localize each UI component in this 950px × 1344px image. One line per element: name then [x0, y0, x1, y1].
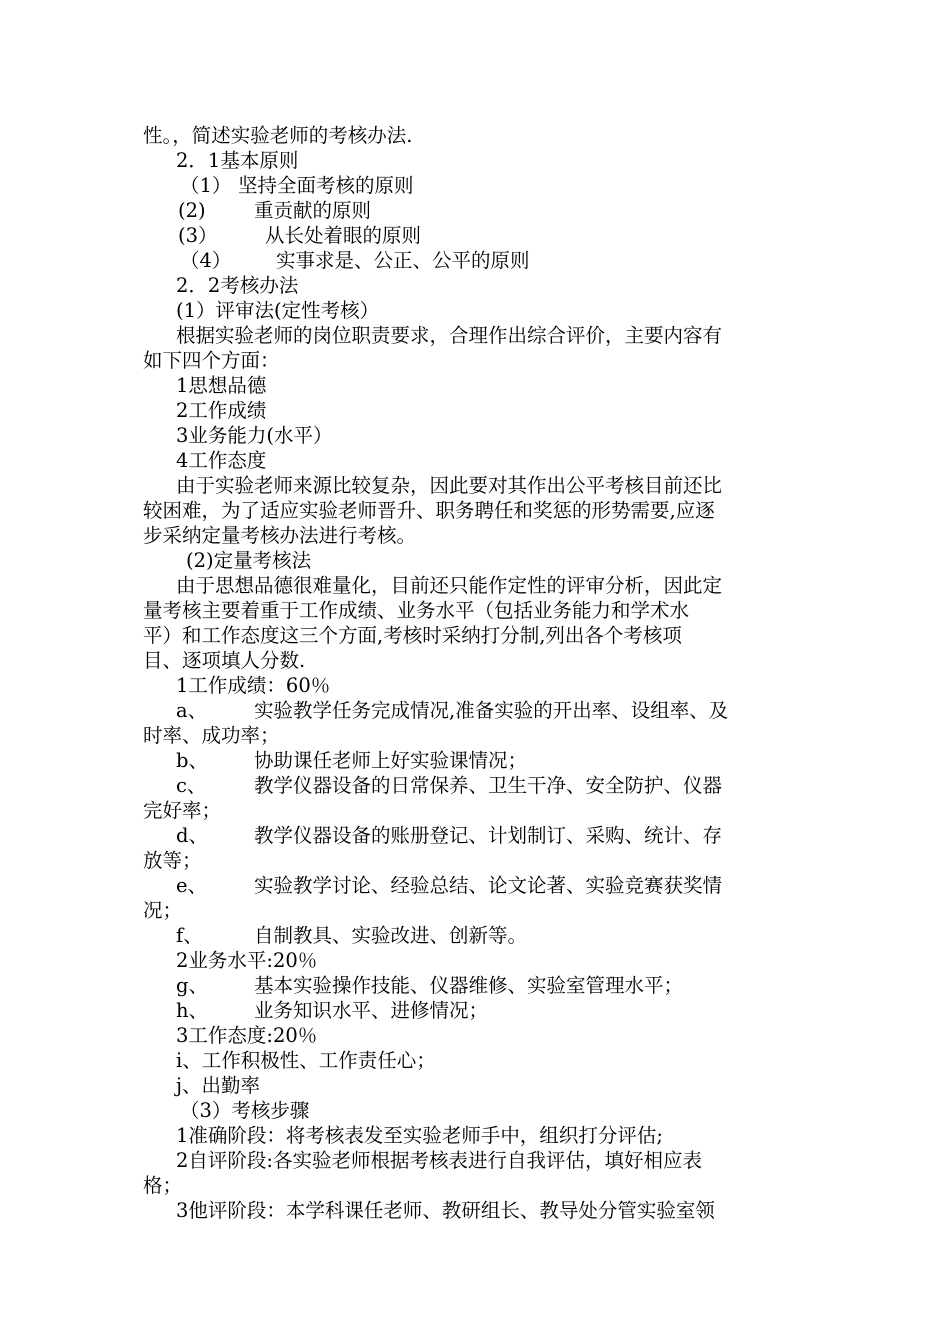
- category-2-heading: 2业务水平:20％: [176, 949, 318, 972]
- item-text: 实事求是、公正、公平的原则: [276, 249, 530, 272]
- item-text: 自制教具、实验改进、创新等。: [254, 924, 528, 947]
- item-number: （1）: [180, 174, 232, 197]
- paragraph-line: 较困难，为了适应实验老师晋升、职务聘任和奖惩的形势需要,应逐: [143, 499, 715, 522]
- criteria-item-b: [176, 748, 527, 774]
- paragraph-line: 根据实验老师的岗位职责要求，合理作出综合评价，主要内容有: [176, 324, 723, 347]
- method-2-heading: (2)定量考核法: [186, 549, 312, 572]
- item-text: 从长处着眼的原则: [265, 224, 422, 247]
- item-number: (2): [178, 199, 206, 222]
- category-3-heading: 3工作态度:20％: [176, 1024, 318, 1047]
- paragraph-line: 由于实验老师来源比较复杂，因此要对其作出公平考核目前还比: [176, 474, 723, 497]
- criteria-item-h: [176, 998, 488, 1024]
- criteria-item-a-continued: 时率、成功率；: [143, 724, 280, 747]
- step-1: 1准确阶段：将考核表发至实验老师手中，组织打分评估;: [176, 1124, 663, 1147]
- step-2: 2自评阶段:各实验老师根据考核表进行自我评估，填好相应表: [176, 1149, 702, 1172]
- paragraph-line: 量考核主要着重于工作成绩、业务水平（包括业务能力和学术水: [143, 599, 690, 622]
- criteria-item-i: i、工作积极性、工作责任心；: [176, 1049, 436, 1072]
- item-text: 实验教学讨论、经验总结、论文论著、实验竞赛获奖情: [254, 874, 723, 897]
- principle-item-3: [178, 223, 421, 249]
- item-text: 基本实验操作技能、仪器维修、实验室管理水平；: [254, 974, 684, 997]
- section-2-1-heading: 2．1基本原则: [176, 149, 299, 172]
- criteria-item-g: [176, 973, 683, 999]
- step-2-continued: 格；: [143, 1174, 183, 1197]
- item-number: h、: [176, 999, 209, 1022]
- method-1-heading: (1）评审法(定性考核）: [176, 299, 380, 322]
- criteria-item-c-continued: 完好率；: [143, 799, 222, 822]
- item-text: 教学仪器设备的账册登记、计划制订、采购、统计、存: [254, 824, 723, 847]
- paragraph-line: 由于思想品德很难量化，目前还只能作定性的评审分析，因此定: [176, 574, 723, 597]
- section-2-2-heading: 2．2考核办法: [176, 274, 299, 297]
- item-number: a、: [176, 699, 208, 722]
- category-1-heading: 1工作成绩：60％: [176, 674, 331, 697]
- item-number: c、: [176, 774, 207, 797]
- criteria-item-d-continued: 放等；: [143, 849, 202, 872]
- criteria-item-j: j、出勤率: [176, 1074, 261, 1097]
- item-number: b、: [176, 749, 208, 772]
- step-3: 3他评阶段：本学科课任老师、教研组长、教导处分管实验室领: [176, 1199, 715, 1222]
- item-number: g、: [176, 974, 208, 997]
- item-text: 坚持全面考核的原则: [238, 174, 414, 197]
- item-number: (3）: [178, 224, 218, 247]
- paragraph-line: 步采纳定量考核办法进行考核。: [143, 524, 417, 547]
- criteria-item-d: [176, 823, 722, 849]
- list-item: 4工作态度: [176, 449, 267, 472]
- criteria-item-c: [176, 773, 722, 799]
- item-text: 协助课任老师上好实验课情况；: [254, 749, 528, 772]
- criteria-item-a: [176, 698, 728, 724]
- paragraph-line: 目、逐项填人分数.: [143, 649, 306, 672]
- list-item: 3业务能力(水平）: [176, 424, 333, 447]
- principle-item-1: [180, 173, 414, 199]
- item-number: e、: [176, 874, 208, 897]
- item-text: 实验教学任务完成情况,准备实验的开出率、设组率、及: [254, 699, 729, 722]
- item-number: d、: [176, 824, 208, 847]
- item-text: 教学仪器设备的日常保养、卫生干净、安全防护、仪器: [254, 774, 723, 797]
- paragraph-line: 如下四个方面：: [143, 349, 280, 372]
- item-text: 业务知识水平、进修情况；: [254, 999, 489, 1022]
- list-item: 1思想品德: [176, 374, 267, 397]
- paragraph-line: 平）和工作态度这三个方面,考核时采纳打分制,列出各个考核项: [143, 624, 682, 647]
- item-number: f、: [176, 924, 203, 947]
- criteria-item-f: [176, 923, 527, 949]
- criteria-item-e: [176, 873, 722, 899]
- method-3-heading: （3）考核步骤: [180, 1099, 310, 1122]
- principle-item-4: [180, 248, 530, 274]
- criteria-item-e-continued: 况；: [143, 899, 183, 922]
- intro-line: 性。，简述实验老师的考核办法.: [143, 124, 413, 147]
- list-item: 2工作成绩: [176, 399, 267, 422]
- item-text: 重贡献的原则: [254, 199, 372, 222]
- principle-item-2: [178, 198, 371, 224]
- item-number: （4）: [180, 249, 232, 272]
